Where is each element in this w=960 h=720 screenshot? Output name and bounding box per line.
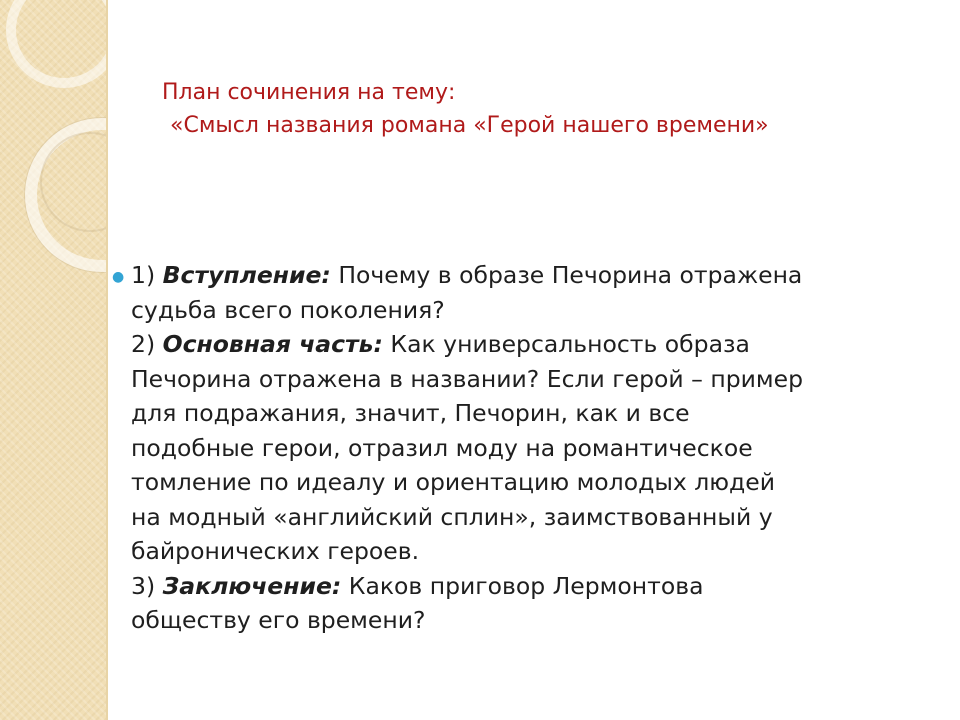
point-text-line: на модный «английский сплин», заимствованный у	[131, 502, 773, 531]
title-line-2: «Смысл названия романа «Герой нашего времени»	[170, 113, 769, 138]
point-text-line: для подражания, значит, Печорин, как и все	[131, 399, 690, 427]
point-text-line: Каков приговор Лермонтова	[348, 571, 704, 600]
point-text-line: обществу его времени?	[131, 606, 426, 634]
point-text-line: судьба всего поколения?	[131, 295, 445, 324]
point-text-line: байронических героев.	[131, 537, 420, 565]
point-heading: Основная часть:	[162, 330, 383, 358]
point-text-line: Печорина отражена в названии? Если герой – пример	[131, 364, 803, 393]
plan-body	[112, 258, 932, 638]
point-text-line: Почему в образе Печорина отражена	[338, 261, 803, 289]
strip-edge-divider	[106, 0, 108, 720]
point-number: 2)	[131, 330, 156, 358]
bullet-dot-icon: ●	[112, 269, 125, 285]
title-line-1: План сочинения на тему:	[162, 80, 456, 105]
decorative-ring-top	[6, 0, 106, 88]
point-heading: Заключение:	[162, 571, 342, 600]
plan-point-main	[131, 327, 932, 569]
plan-point-intro	[131, 258, 932, 327]
point-heading: Вступление:	[162, 261, 331, 289]
point-number: 1)	[131, 261, 156, 289]
plan-point-conclusion	[131, 569, 932, 638]
point-number: 3)	[131, 571, 156, 600]
point-text-line: Как универсальность образа	[390, 330, 750, 358]
point-text-line: томление по идеалу и ориентацию молодых людей	[131, 468, 776, 496]
slide-title	[162, 76, 922, 142]
point-text-line: подобные герои, отразил моду на романтическое	[131, 433, 753, 462]
plan-content	[131, 258, 932, 638]
decorative-side-strip	[0, 0, 106, 720]
